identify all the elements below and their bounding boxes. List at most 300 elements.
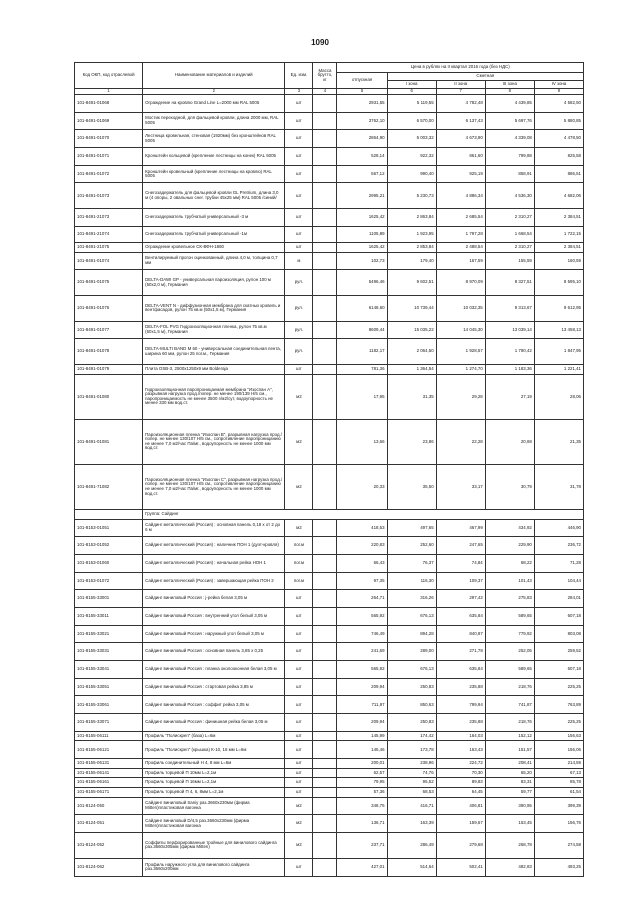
zone-2-price: 109,37 [436, 572, 485, 590]
zone-3-price: 482,83 [485, 858, 534, 876]
item-name: Сайдинг металлический (Россия) : наличник ПОН 1 (дуэт-кровля) [143, 537, 285, 555]
item-name: Сайдинг металлический (Россия) : завершающая рейка ПОН 2 [143, 572, 285, 590]
item-unit: шт [285, 625, 313, 643]
zone-2-price: 235,88 [436, 678, 485, 696]
zone-4-price: 399,39 [534, 797, 583, 815]
zone-4-price: 104,44 [534, 572, 583, 590]
zone-1-price: 9 602,51 [387, 270, 436, 296]
item-unit: шт [285, 643, 313, 661]
item-mass [313, 768, 337, 778]
zone-4-price: 825,58 [534, 148, 583, 166]
zone-1-price: 10 739,44 [387, 296, 436, 322]
table-row [75, 759, 584, 769]
table-row [75, 242, 584, 252]
item-mass [313, 464, 337, 509]
item-name: DELTA-MULTI BAND M 60 - универсальная соединительная лента, ширина 60 мм, рулон 25 пог.м., Германия [143, 339, 285, 365]
zone-1-price: 2 863,84 [387, 209, 436, 227]
item-code: 101-8124-050 [75, 797, 143, 815]
item-unit: рул. [285, 321, 313, 339]
table-row [75, 572, 584, 590]
item-unit: шт [285, 148, 313, 166]
zone-3-price: 229,90 [485, 537, 534, 555]
item-unit: м2 [285, 519, 313, 537]
item-mass [313, 858, 337, 876]
column-number: 4 [313, 89, 337, 95]
table-row [75, 270, 584, 296]
zone-3-price: 155,59 [485, 252, 534, 270]
table-row [75, 112, 584, 130]
base-price: 62,57 [337, 768, 387, 778]
item-code: 101-8155-33021 [75, 625, 143, 643]
zone-3-price: 5 697,76 [485, 112, 534, 130]
item-code: 101-8155-06131 [75, 759, 143, 769]
zone-4-price: 28,06 [534, 374, 583, 419]
base-price: 5496,46 [337, 270, 387, 296]
zone-3-price: 779,92 [485, 625, 534, 643]
zone-4-price: 67,13 [534, 768, 583, 778]
item-mass [313, 270, 337, 296]
header-zone-4: IV зона [534, 81, 583, 89]
zone-3-price: 390,95 [485, 797, 534, 815]
item-mass [313, 815, 337, 833]
item-name: DELTA-VENT N - диффузионная мембрана для скатных кровель и вентфасадов, рулон 75 кв.м (50x1,5 м), Германия [143, 296, 285, 322]
zone-4-price: 156,76 [534, 815, 583, 833]
item-mass [313, 741, 337, 759]
zone-4-price: 4 682,06 [534, 183, 583, 209]
item-code: 101-8491-01081 [75, 419, 143, 464]
zone-3-price: 4 536,30 [485, 183, 534, 209]
zone-2-price: 635,84 [436, 608, 485, 626]
item-code: 101-8491-01080 [75, 374, 143, 419]
column-number: 5 [337, 89, 387, 95]
item-code: 101-8491-01068 [75, 95, 143, 113]
item-code: 101-8155-33031 [75, 643, 143, 661]
page-number: 1090 [311, 38, 329, 47]
column-number: 7 [436, 89, 485, 95]
item-unit: рул. [285, 296, 313, 322]
zone-2-price: 4 673,90 [436, 130, 485, 148]
item-unit: шт [285, 759, 313, 769]
base-price: 17,95 [337, 374, 387, 419]
item-mass [313, 226, 337, 242]
price-table-body [75, 95, 584, 877]
zone-3-price: 68,22 [485, 554, 534, 572]
item-mass [313, 625, 337, 643]
zone-4-price: 156,06 [534, 741, 583, 759]
zone-1-price: 5 230,73 [387, 183, 436, 209]
item-unit: шт [285, 858, 313, 876]
table-row [75, 678, 584, 696]
zone-1-price: 286,49 [387, 833, 436, 859]
item-code: 101-8491-01078 [75, 339, 143, 365]
zone-2-price: 467,99 [436, 519, 485, 537]
zone-1-price: 922,32 [387, 148, 436, 166]
item-code: 101-8491-01074 [75, 252, 143, 270]
zone-2-price: 159,67 [436, 815, 485, 833]
item-unit: шт [285, 741, 313, 759]
base-price: 20,33 [337, 464, 387, 509]
header-code: Код ОКП, код отраслевой [75, 63, 143, 89]
item-unit: шт [285, 183, 313, 209]
zone-3-price: 152,12 [485, 731, 534, 741]
item-unit: шт [285, 226, 313, 242]
item-code: 101-8155-06161 [75, 778, 143, 788]
item-code: 101-8155-33061 [75, 696, 143, 714]
zone-4-price: 156,63 [534, 731, 583, 741]
table-row [75, 130, 584, 148]
zone-2-price: 279,68 [436, 833, 485, 859]
item-code: 101-8155-06141 [75, 768, 143, 778]
zone-1-price: 23,86 [387, 419, 436, 464]
table-row [75, 183, 584, 209]
item-name: Снегозадержатель трубчатый универсальный -1м [143, 226, 285, 242]
table-row [75, 643, 584, 661]
table-row [75, 554, 584, 572]
item-name: Гидроизоляционная паропроницаемая мембрана "Изоспан А", разрывная нагрузка прод./попер. не менее 190/139 Н/5 см., паропроницаемость не менее 3500 г/м2/сут, водоупорность не менее 330 мм вод.ст. [143, 374, 285, 419]
item-name: Профиль соединительный Н 4, 8 мм L=6м [143, 759, 285, 769]
zone-1-price: 116,30 [387, 572, 436, 590]
header-zone-1: I зона [387, 81, 436, 89]
table-row [75, 165, 584, 183]
item-unit: шт [285, 608, 313, 626]
zone-1-price: 1 364,54 [387, 365, 436, 375]
table-row [75, 365, 584, 375]
zone-3-price: 4 439,85 [485, 95, 534, 113]
item-code: 101-8491-01075 [75, 270, 143, 296]
item-code: 101-8155-33011 [75, 608, 143, 626]
item-unit: пог.м [285, 537, 313, 555]
zone-1-price: 850,63 [387, 696, 436, 714]
table-row [75, 537, 584, 555]
zone-2-price: 29,28 [436, 374, 485, 419]
item-unit: шт [285, 778, 313, 788]
zone-1-price: 31,35 [387, 374, 436, 419]
base-price: 209,94 [337, 714, 387, 732]
zone-4-price: 214,59 [534, 759, 583, 769]
item-mass [313, 165, 337, 183]
table-row [75, 858, 584, 876]
zone-1-price: 76,37 [387, 554, 436, 572]
zone-4-price: 1 722,15 [534, 226, 583, 242]
zone-1-price: 990,40 [387, 165, 436, 183]
column-number: 2 [143, 89, 285, 95]
item-name: Лестница кровельная, стеновая (1920мм) без кронштейнов RAL 5005 [143, 130, 285, 148]
zone-4-price: 607,18 [534, 608, 583, 626]
item-name: Пароизоляционная пленка "Изоспан В", разрывная нагрузка прод./попер. не менее 130/107 Н/5 см., сопротивление паропроницанию не менее 7,0 м2/час Па/мг., водоупорность не менее 1000 мм вод.ст. [143, 419, 285, 464]
zone-1-price: 6 570,00 [387, 112, 436, 130]
zone-2-price: 861,60 [436, 148, 485, 166]
item-code: 101-8491-01079 [75, 365, 143, 375]
zone-2-price: 64,45 [436, 788, 485, 798]
item-unit: м2 [285, 797, 313, 815]
zone-4-price: 274,58 [534, 833, 583, 859]
zone-2-price: 164,03 [436, 731, 485, 741]
base-price: 1182,17 [337, 339, 387, 365]
item-mass [313, 759, 337, 769]
item-code: 101-8491-01071 [75, 148, 143, 166]
zone-4-price: 225,25 [534, 678, 583, 696]
item-code: 101-8153-01060 [75, 554, 143, 572]
item-name: Профиль торцевой П 10мм L=2,1м [143, 768, 285, 778]
zone-4-price: 803,08 [534, 625, 583, 643]
zone-2-price: 271,78 [436, 643, 485, 661]
zone-3-price: 153,45 [485, 815, 534, 833]
zone-2-price: 4 782,48 [436, 95, 485, 113]
item-mass [313, 678, 337, 696]
table-row [75, 226, 584, 242]
header-base-price: отпускная [337, 73, 387, 89]
item-name: Сайдинг виниловый D/4,5 раз.3660x230мм (фирма Mitten)пластиковая вагонка [143, 815, 285, 833]
item-code: 101-8124-062 [75, 858, 143, 876]
table-row [75, 778, 584, 788]
zone-1-price: 2 853,84 [387, 242, 436, 252]
zone-3-price: 27,19 [485, 374, 534, 419]
item-mass [313, 209, 337, 227]
item-mass [313, 183, 337, 209]
item-name: Сайдинг виниловый Россия : планка околооконная белая 3,05 м [143, 661, 285, 679]
base-price: 565,92 [337, 608, 387, 626]
header-unit: Ед. изм. [285, 63, 313, 89]
zone-3-price: 59,77 [485, 788, 534, 798]
item-mass [313, 537, 337, 555]
item-unit: м2 [285, 419, 313, 464]
zone-2-price: 10 032,35 [436, 296, 485, 322]
zone-2-price: 840,97 [436, 625, 485, 643]
base-price: 711,97 [337, 696, 387, 714]
item-name: Профиль торцевой П 4, 6, 8мм L=2,1м [143, 788, 285, 798]
base-price: 264,71 [337, 590, 387, 608]
item-name: Сайдинг виниловый Россия : финишная рейка белая 3,05 м [143, 714, 285, 732]
item-name: Профиль "Полискреп" (база) L=6м [143, 731, 285, 741]
item-mass [313, 731, 337, 741]
zone-1-price: 416,71 [387, 797, 436, 815]
zone-3-price: 4 339,08 [485, 130, 534, 148]
item-name: Сайдинг виниловый Россия : соффит рейка 3,05 м [143, 696, 285, 714]
base-price: 79,95 [337, 778, 387, 788]
item-name: DELTA-DAWI GP - универсальная пароизоляция, рулон 100 м (50x2,0 м), Германия [143, 270, 285, 296]
zone-2-price: 74,84 [436, 554, 485, 572]
table-row [75, 661, 584, 679]
zone-4-price: 85,78 [534, 778, 583, 788]
zone-3-price: 2 310,27 [485, 242, 534, 252]
zone-2-price: 4 886,34 [436, 183, 485, 209]
item-name: Мостик переходной, для фальцевой кровли, длина 2000 мм, RAL 5005 [143, 112, 285, 130]
zone-1-price: 252,60 [387, 537, 436, 555]
table-row [75, 95, 584, 113]
item-mass [313, 519, 337, 537]
item-unit: шт [285, 661, 313, 679]
item-name: Ограждение на кровлю Grand Line L=2000 мм RAL 5005 [143, 95, 285, 113]
zone-1-price: 74,76 [387, 768, 436, 778]
item-name: Вентилируемый прогон оцинкованный, длина 4,0 м, толщина 0,7 мм [143, 252, 285, 270]
zone-3-price: 799,88 [485, 148, 534, 166]
base-price: 97,35 [337, 572, 387, 590]
zone-1-price: 163,39 [387, 815, 436, 833]
zone-3-price: 1 790,42 [485, 339, 534, 365]
item-unit: рул. [285, 270, 313, 296]
zone-2-price: 235,88 [436, 714, 485, 732]
zone-2-price: 89,83 [436, 778, 485, 788]
item-code: 101-8155-33001 [75, 590, 143, 608]
item-name: Ограждение кровельное СК-ВФН-1860 [143, 242, 285, 252]
table-row [75, 519, 584, 537]
item-unit: м2 [285, 464, 313, 509]
item-unit: шт [285, 678, 313, 696]
zone-2-price: 224,72 [436, 759, 485, 769]
zone-1-price: 497,65 [387, 519, 436, 537]
zone-1-price: 68,53 [387, 788, 436, 798]
item-mass [313, 833, 337, 859]
base-price: 145,46 [337, 741, 387, 759]
table-row [75, 731, 584, 741]
item-mass [313, 419, 337, 464]
item-name: Сайдинг виниловый Россия : основная панель 3,85 x 0,25 [143, 643, 285, 661]
item-code: 101-8491-01077 [75, 321, 143, 339]
base-price: 781,36 [337, 365, 387, 375]
zone-4-price: 446,90 [534, 519, 583, 537]
base-price: 2995,21 [337, 183, 387, 209]
base-price: 567,12 [337, 165, 387, 183]
base-price: 348,75 [337, 797, 387, 815]
zone-3-price: 2 310,27 [485, 209, 534, 227]
item-unit: шт [285, 209, 313, 227]
item-name: Плита OSB-3, 2500x1250x9 мм Bolderaja [143, 365, 285, 375]
zone-3-price: 8 327,51 [485, 270, 534, 296]
zone-3-price: 20,69 [485, 419, 534, 464]
item-mass [313, 296, 337, 322]
item-unit: шт [285, 242, 313, 252]
zone-3-price: 151,57 [485, 741, 534, 759]
zone-1-price: 95,52 [387, 778, 436, 788]
item-code: 101-8491-01072 [75, 165, 143, 183]
item-mass [313, 696, 337, 714]
table-row [75, 797, 584, 815]
zone-4-price: 259,52 [534, 643, 583, 661]
zone-4-price: 4 582,50 [534, 95, 583, 113]
zone-4-price: 9 612,95 [534, 296, 583, 322]
table-row [75, 788, 584, 798]
item-name: DELTA-FOL PVG Гидроизоляционная пленка, рулон 75 кв.м (50x1,5 м), Германия [143, 321, 285, 339]
zone-1-price: 35,50 [387, 464, 436, 509]
zone-2-price: 1 928,57 [436, 339, 485, 365]
zone-4-price: 607,18 [534, 661, 583, 679]
item-unit: пог.м [285, 554, 313, 572]
zone-3-price: 858,91 [485, 165, 534, 183]
zone-4-price: 2 384,51 [534, 242, 583, 252]
zone-1-price: 2 064,50 [387, 339, 436, 365]
item-unit: шт [285, 112, 313, 130]
base-price: 136,71 [337, 815, 387, 833]
zone-3-price: 275,83 [485, 590, 534, 608]
table-row [75, 815, 584, 833]
base-price: 746,49 [337, 625, 387, 643]
item-code: 101-8155-33071 [75, 714, 143, 732]
zone-3-price: 268,78 [485, 833, 534, 859]
zone-2-price: 33,17 [436, 464, 485, 509]
zone-3-price: 30,79 [485, 464, 534, 509]
table-row [75, 209, 584, 227]
item-name: Снегозадержатель трубчатый универсальный -3 м [143, 209, 285, 227]
base-price: 427,01 [337, 858, 387, 876]
zone-3-price: 741,87 [485, 696, 534, 714]
table-row [75, 148, 584, 166]
item-code: 101-8155-33051 [75, 678, 143, 696]
item-name: Сайдинг металлический (Россия) : основная панель 0,18 x от 2 до 6 м [143, 519, 285, 537]
table-row [75, 252, 584, 270]
base-price: 237,71 [337, 833, 387, 859]
item-code: 101-8491-01076 [75, 296, 143, 322]
item-code: 101-8155-06171 [75, 788, 143, 798]
item-name: Кронштейн кровельный (крепление лестницы на кровлю) RAL 5005 [143, 165, 285, 183]
zone-4-price: 225,25 [534, 714, 583, 732]
item-unit: шт [285, 95, 313, 113]
header-price-group: Цена в рублях на II квартал 2016 года (без НДС) [337, 63, 584, 73]
zone-2-price: 406,81 [436, 797, 485, 815]
item-code: 101-8153-01052 [75, 537, 143, 555]
item-code: 101-8124-051 [75, 815, 143, 833]
item-name: Профиль "Полискреп" (крышка) К-10, 16 мм L=6м [143, 741, 285, 759]
base-price: 565,92 [337, 661, 387, 679]
zone-3-price: 589,65 [485, 661, 534, 679]
zone-3-price: 208,41 [485, 759, 534, 769]
item-mass [313, 252, 337, 270]
zone-3-price: 65,20 [485, 768, 534, 778]
base-price: 241,69 [337, 643, 387, 661]
zone-2-price: 14 045,30 [436, 321, 485, 339]
zone-1-price: 1 923,95 [387, 226, 436, 242]
item-unit: шт [285, 130, 313, 148]
zone-4-price: 8 595,10 [534, 270, 583, 296]
zone-1-price: 316,26 [387, 590, 436, 608]
base-price: 8609,44 [337, 321, 387, 339]
item-mass [313, 778, 337, 788]
item-unit: шт [285, 590, 313, 608]
item-name: Кронштейн кольцевой (крепление лестницы на конек) RAL 5005 [143, 148, 285, 166]
zone-2-price: 1 274,70 [436, 365, 485, 375]
base-price: 1625,42 [337, 242, 387, 252]
base-price: 200,01 [337, 759, 387, 769]
zone-2-price: 70,30 [436, 768, 485, 778]
header-name: Наименование материалов и изделий [143, 63, 285, 89]
item-unit: м2 [285, 815, 313, 833]
base-price: 418,53 [337, 519, 387, 537]
base-price: 2931,55 [337, 95, 387, 113]
table-row [75, 374, 584, 419]
zone-1-price: 676,13 [387, 661, 436, 679]
table-row [75, 296, 584, 322]
item-mass [313, 797, 337, 815]
item-unit: пог.м [285, 572, 313, 590]
item-mass [313, 590, 337, 608]
column-number: 9 [534, 89, 583, 95]
zone-1-price: 250,83 [387, 678, 436, 696]
base-price: 1105,89 [337, 226, 387, 242]
zone-2-price: 163,43 [436, 741, 485, 759]
base-price: 102,73 [337, 252, 387, 270]
zone-4-price: 31,78 [534, 464, 583, 509]
item-code: 101-8491-71082 [75, 464, 143, 509]
item-unit: шт [285, 696, 313, 714]
zone-4-price: 71,28 [534, 554, 583, 572]
group-title: Группа: Сайдинг [143, 509, 584, 519]
item-name: Сайдинг металлический (Россия) : начальная рейка НОН 1 [143, 554, 285, 572]
header-zone-2: II зона [436, 81, 485, 89]
item-code: 101-8491-21073 [75, 209, 143, 227]
zone-1-price: 250,83 [387, 714, 436, 732]
zone-3-price: 83,31 [485, 778, 534, 788]
item-unit: шт [285, 731, 313, 741]
item-code: 101-8155-33041 [75, 661, 143, 679]
